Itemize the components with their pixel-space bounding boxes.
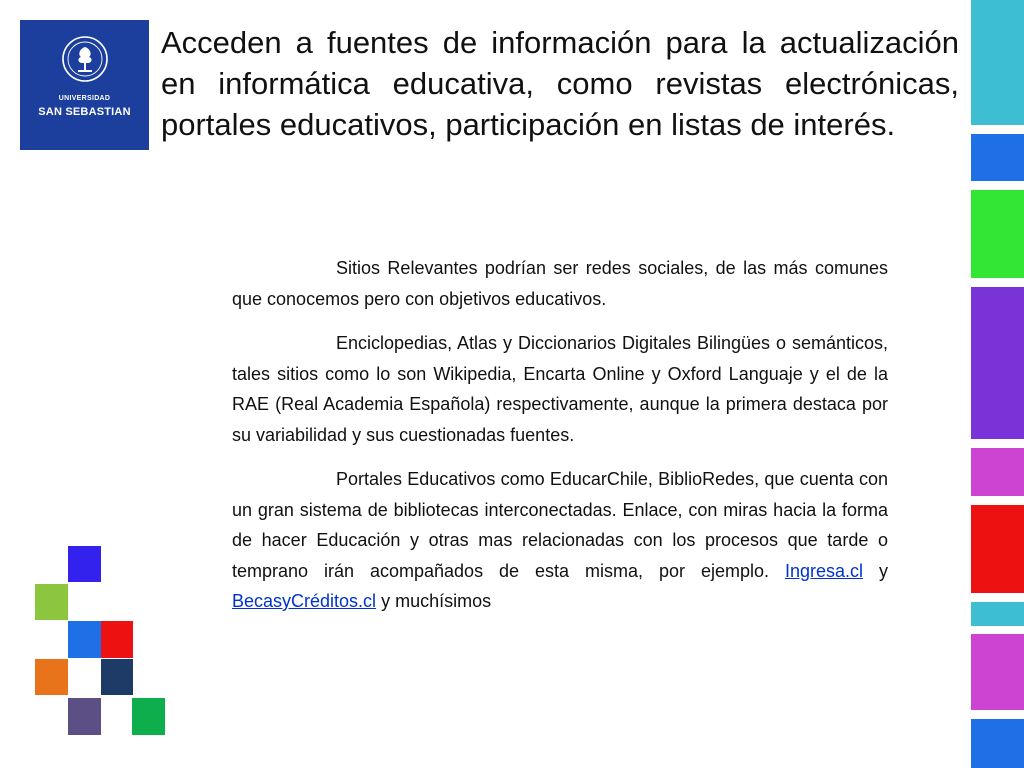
strip-block-red [971,505,1024,593]
mosaic-square-red [101,621,133,658]
mosaic-square-indigo [68,546,101,582]
strip-block-cyan [971,0,1024,125]
link-becasycreditos-cl[interactable]: BecasyCréditos.cl [232,591,377,611]
logo-line-san-sebastian: SAN SEBASTIAN [38,106,131,118]
paragraph-portales-educativos [232,464,888,617]
paragraph-sitios-relevantes: Sitios Relevantes podrían ser redes sociales, de las más comunes que conocemos pero con objetivos educativos. [232,258,888,309]
university-logo [20,20,149,150]
strip-block-green [971,190,1024,278]
strip-block-magenta [971,448,1024,496]
paragraph-enciclopedias: Enciclopedias, Atlas y Diccionarios Digitales Bilingües o semánticos, tales sitios como lo son Wikipedia, Encarta Online y Oxford Languaje y el de la RAE (Real Academia Española) respectivamente, aunque la primera destaca por su variabilidad y sus cuestionadas fuentes. [232,333,888,445]
strip-block-blue-bottom [971,719,1024,768]
logo-line-universidad: UNIVERSIDAD [58,95,111,102]
mosaic-square-purple [68,698,101,735]
mosaic-square-blue [68,621,101,658]
mosaic-square-emerald [132,698,165,735]
slide-body [232,253,888,631]
link-connector: y [878,560,888,581]
strip-block-blue [971,134,1024,181]
strip-block-magenta-tall [971,634,1024,710]
university-seal-icon [61,35,109,83]
paragraph-tail: y muchísimos [381,591,492,611]
strip-block-violet [971,287,1024,439]
link-ingresa-cl[interactable]: Ingresa.cl [784,560,863,581]
paragraph-portales-text: Portales Educativos como EducarChile, BiblioRedes, que cuenta con un gran sistema de bibliotecas interconectadas. Enlace, con miras hacia la forma de hacer Educación y otras mas relacionadas con los procesos que tarde o temprano irán acompañados de esta misma, por ejemplo. [232,469,888,581]
mosaic-square-navy [101,659,133,695]
strip-block-cyan-small [971,602,1024,626]
slide-title: Acceden a fuentes de información para la actualización en informática educativa, como revistas electrónicas, portales educativos, participación en listas de interés. [161,25,959,142]
mosaic-square-lime [35,584,68,620]
mosaic-square-orange [35,659,68,695]
